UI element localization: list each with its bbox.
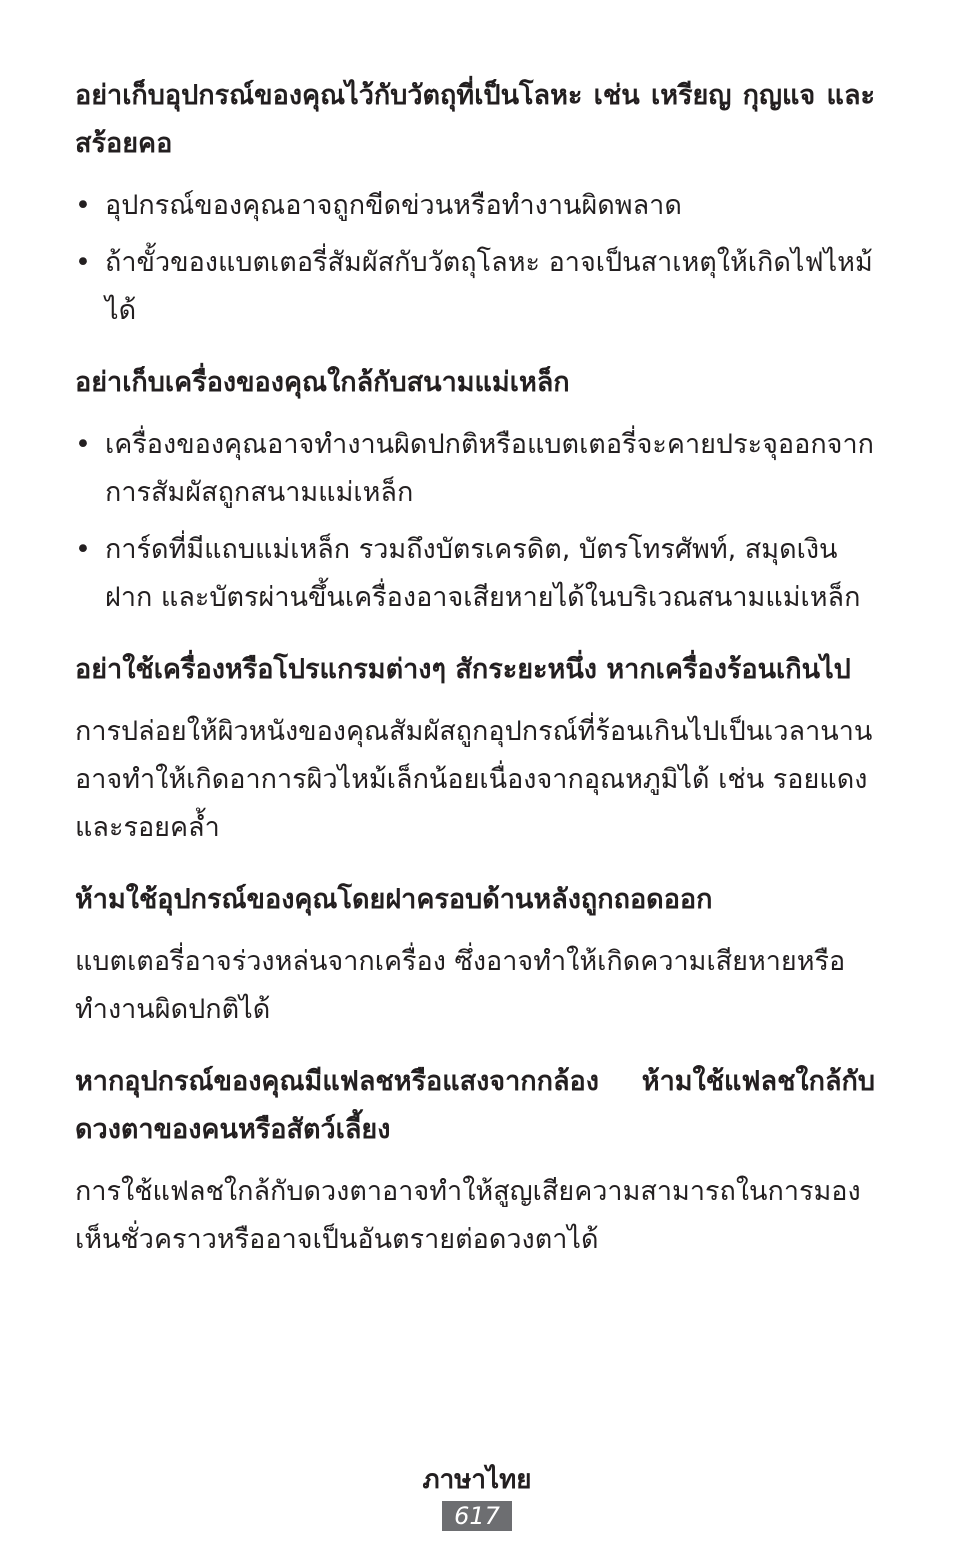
section-heading-magnetic-fields: อย่าเก็บเครื่องของคุณใกล้กับสนามแม่เหล็ก xyxy=(75,367,570,398)
bullet-list-magnetic-fields xyxy=(75,421,875,622)
bullet-icon: • xyxy=(75,247,91,278)
section-heading-metal-objects: อย่าเก็บอุปกรณ์ของคุณไว้กับวัตถุที่เป็นโลหะ เช่น เหรียญ กุญแจ และสร้อยคอ xyxy=(75,80,875,159)
list-item xyxy=(75,421,875,517)
page-number: 617 xyxy=(442,1501,512,1531)
section-text-flash: การใช้แฟลชใกล้กับดวงตาอาจทำให้สูญเสียความสามารถในการมองเห็นชั่วคราวหรืออาจเป็นอันตรายต่อดวงตาได้ xyxy=(75,1176,861,1255)
footer-language: ภาษาไทย xyxy=(422,1465,532,1495)
bullet-text: อุปกรณ์ของคุณอาจถูกขีดข่วนหรือทำงานผิดพลาด xyxy=(105,190,682,221)
section-heading-back-cover: ห้ามใช้อุปกรณ์ของคุณโดยฝาครอบด้านหลังถูกถอดออก xyxy=(75,884,713,915)
bullet-text: การ์ดที่มีแถบแม่เหล็ก รวมถึงบัตรเครดิต, บัตรโทรศัพท์, สมุดเงินฝาก และบัตรผ่านขึ้นเครื่องอาจเสียหายได้ในบริเวณสนามแม่เหล็ก xyxy=(105,534,861,613)
list-item xyxy=(75,239,875,335)
bullet-text: เครื่องของคุณอาจทำงานผิดปกติหรือแบตเตอรี่จะคายประจุออกจากการสัมผัสถูกสนามแม่เหล็ก xyxy=(105,429,874,508)
section-heading-flash: หากอุปกรณ์ของคุณมีแฟลชหรือแสงจากกล้อง ห้ามใช้แฟลชใกล้กับดวงตาของคนหรือสัตว์เลี้ยง xyxy=(75,1066,875,1145)
bullet-icon: • xyxy=(75,534,91,565)
list-item xyxy=(75,526,875,622)
manual-content xyxy=(75,72,875,1264)
bullet-list-metal-objects xyxy=(75,182,875,335)
section-text-back-cover: แบตเตอรี่อาจร่วงหล่นจากเครื่อง ซึ่งอาจทำให้เกิดความเสียหายหรือทำงานผิดปกติได้ xyxy=(75,946,846,1025)
section-text-overheating: การปล่อยให้ผิวหนังของคุณสัมผัสถูกอุปกรณ์ที่ร้อนเกินไปเป็นเวลานานอาจทำให้เกิดอาการผิวไหม้เล็กน้อยเนื่องจากอุณหภูมิได้ เช่น รอยแดงและรอยคล้ำ xyxy=(75,716,873,843)
list-item xyxy=(75,182,875,230)
section-heading-overheating: อย่าใช้เครื่องหรือโปรแกรมต่างๆ สักระยะหนึ่ง หากเครื่องร้อนเกินไป xyxy=(75,654,851,685)
page-footer xyxy=(0,1460,954,1531)
bullet-icon: • xyxy=(75,190,91,221)
bullet-text: ถ้าขั้วของแบตเตอรี่สัมผัสกับวัตถุโลหะ อาจเป็นสาเหตุให้เกิดไฟไหม้ได้ xyxy=(105,247,873,326)
bullet-icon: • xyxy=(75,429,91,460)
